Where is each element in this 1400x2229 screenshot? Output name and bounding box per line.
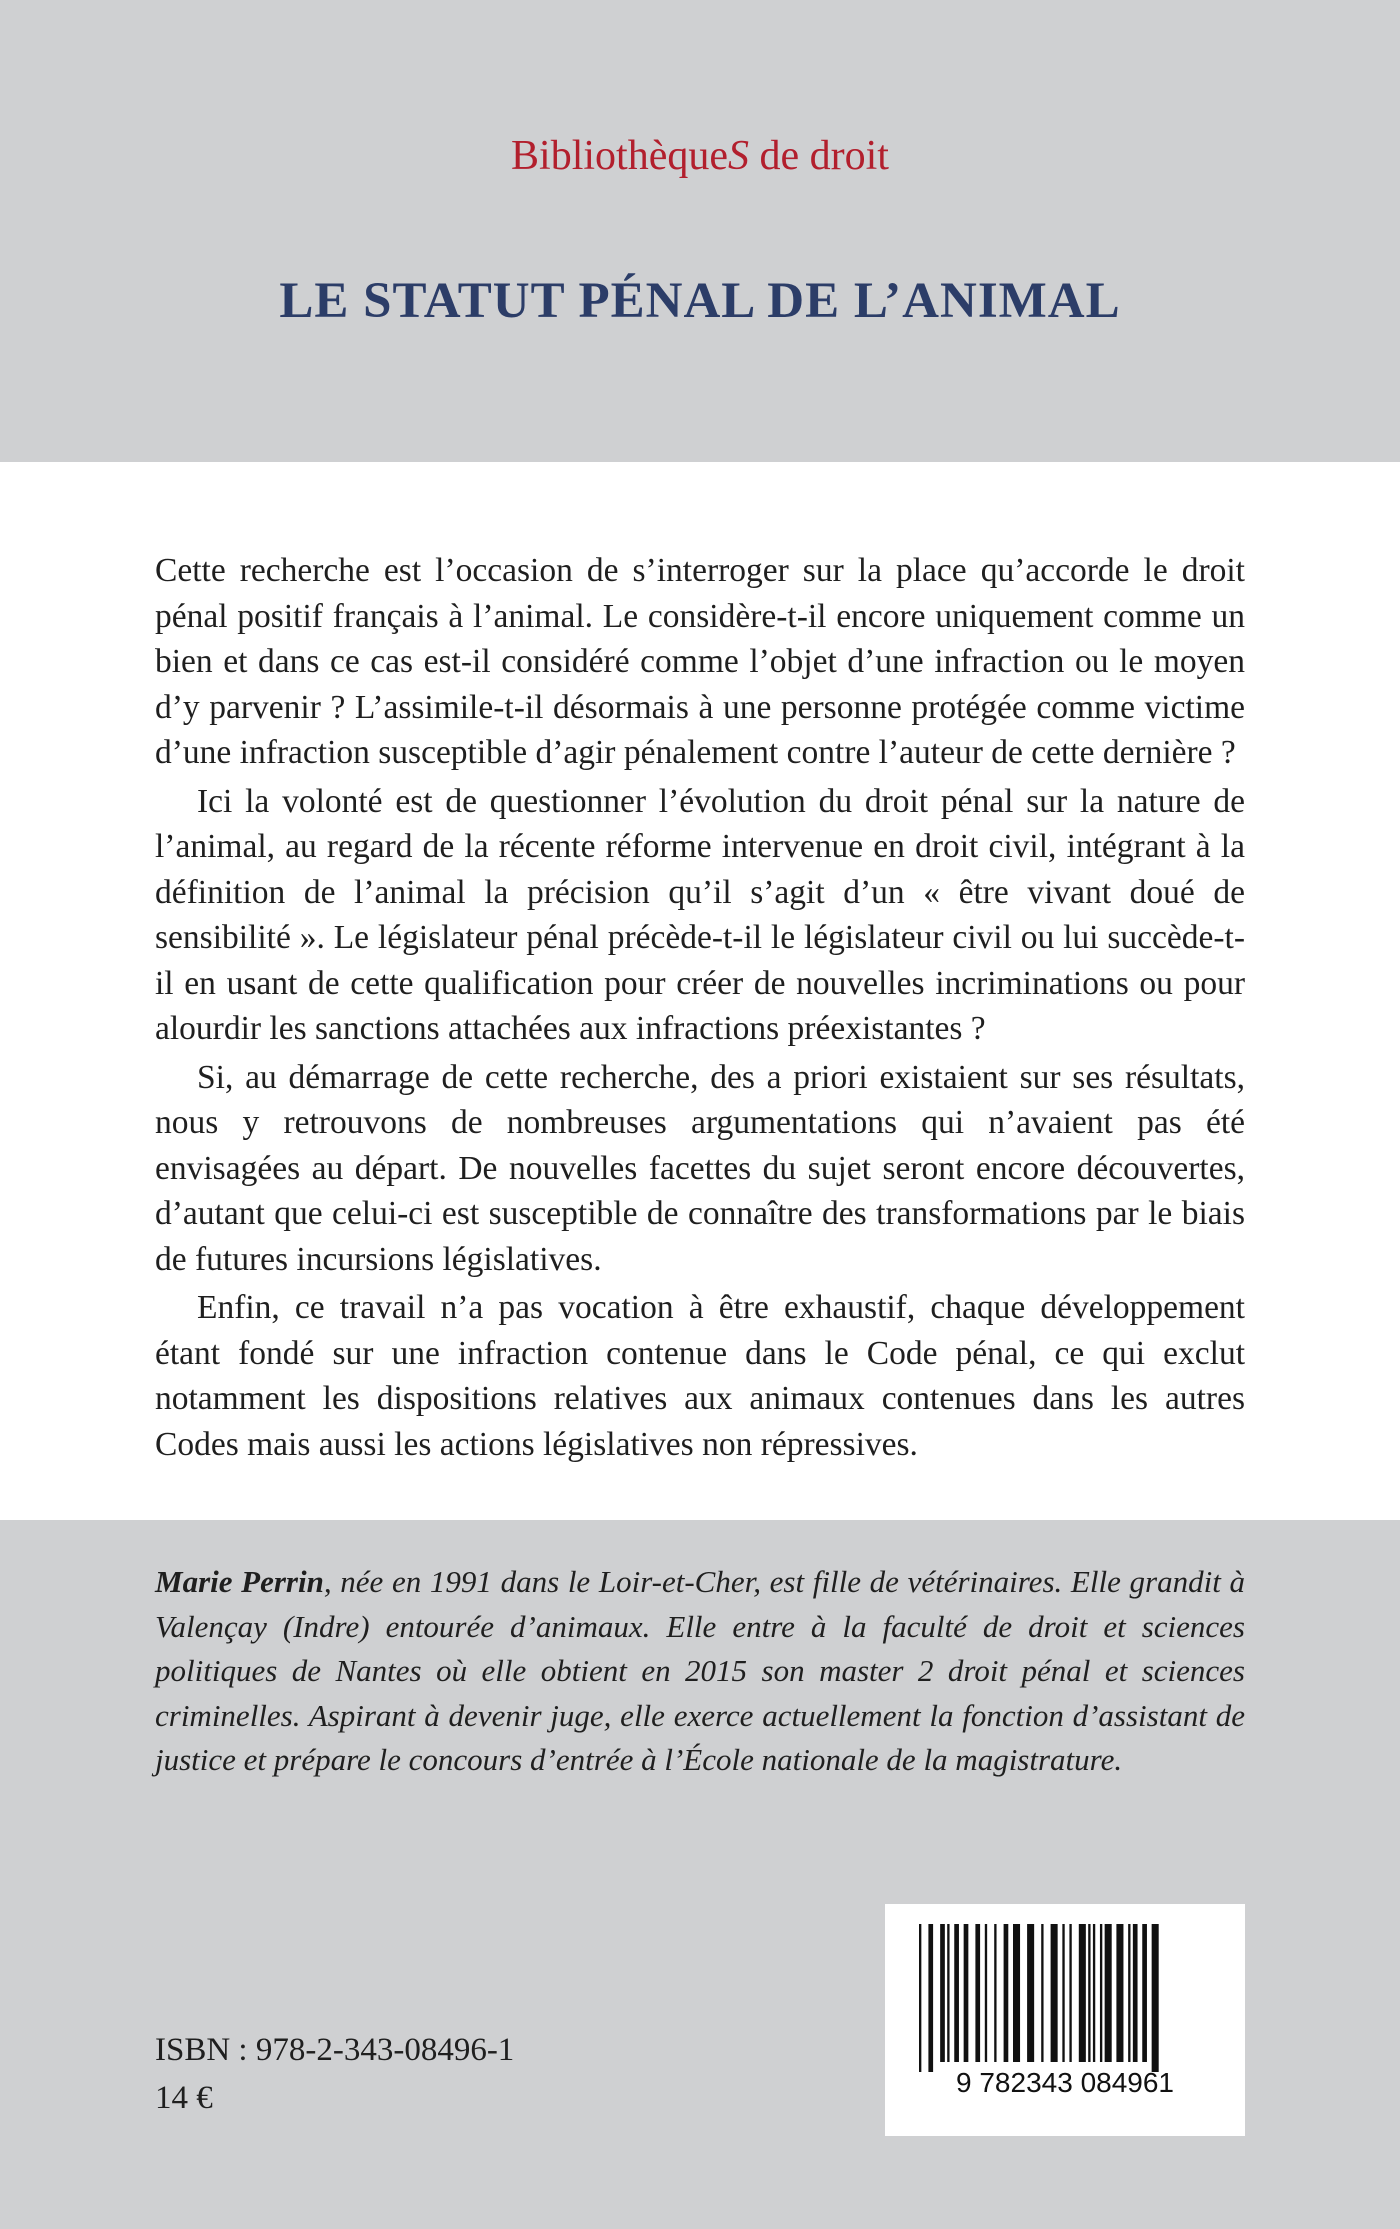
series-name [0,132,1400,180]
barcode-bar [985,1924,987,2062]
barcode-bar [994,1924,996,2062]
barcode-bar [1079,1924,1086,2062]
summary-paragraph: Ici la volonté est de questionner l’évolution du droit pénal sur la nature de l’animal, au regard de la récente réforme intervenue en droit civil, intégrant à la définition de l’animal la précision qu’il s’agit d’un « être vivant doué de sensibilité ». Le législateur pénal précède-t-il le législateur civil ou lui succède-t-il en usant de cette qualification pour créer de nouvelles incriminations ou pour alourdir les sanctions attachées aux infractions préexistantes ? [155,782,1245,1047]
barcode-bar [1152,1924,1159,2072]
barcode-bar [928,1924,933,2072]
top-band [0,0,1400,462]
summary-paragraph: Cette recherche est l’occasion de s’interroger sur la place qu’accorde le droit pénal positif français à l’animal. Le considère-t-il encore uniquement comme un bien et dans ce cas est-il considéré comme l’objet d’une infraction ou le moyen d’y parvenir ? L’assimile-t-il désormais à une personne protégée comme victime d’une infraction susceptible d’agir pénalement contre l’auteur de cette dernière ? [155,552,1245,771]
author-bio [155,1560,1245,1783]
barcode-bar [1100,1924,1102,2062]
series-s: S [728,133,749,179]
barcode-bar [1069,1924,1071,2062]
barcode-bar [1142,1924,1147,2062]
barcode-bar [1116,1924,1123,2062]
series-prefix: Bibliothèque [511,133,728,179]
summary-text [155,548,1245,1470]
barcode-bar [1133,1924,1138,2062]
barcode-bar [1088,1924,1090,2062]
price: 14 € [155,2080,213,2116]
barcode-bar [1027,1924,1034,2062]
barcode-bar [1041,1924,1043,2062]
barcode-bar [1105,1924,1112,2062]
barcode-digits: 9 782343 084961 [956,2067,1174,2098]
barcode-bar [1093,1924,1095,2062]
book-title: LE STATUT PÉNAL DE L’ANIMAL [279,273,1121,329]
barcode-bar [919,1924,921,2072]
barcode-bar [940,1924,945,2062]
barcode-bar [1051,1924,1058,2062]
barcode-bar [947,1924,949,2062]
barcode-graphic [885,1904,1245,2136]
summary-paragraph: Si, au démarrage de cette recherche, des a priori existaient sur ses résultats, nous y retrouvons de nombreuses argumentations qui n’avaient pas été envisagées au départ. De nouvelles facettes du sujet seront encore découvertes, d’autant que celui-ci est susceptible de connaître des transformations par le biais de futures incursions législatives. [155,1058,1245,1278]
summary-paragraph: Enfin, ce travail n’a pas vocation à être exhaustif, chaque développement étant fondé sur une infraction contenue dans le Code pénal, ce qui exclut notamment les dispositions relatives aux animaux contenues dans les autres Codes mais aussi les actions législatives non répressives. [155,1289,1245,1463]
barcode-bar [954,1924,959,2062]
series-suffix: de droit [749,133,889,179]
author-bio-text: , née en 1991 dans le Loir-et-Cher, est fille de vétérinaires. Elle grandit à Valençay (Indre) entourée d’animaux. Elle entre à la faculté de droit et sciences politiques de Nantes où elle obtient en 2015 son master 2 droit pénal et sciences criminelles. Aspirant à devenir juge, elle exerce actuellement la fonction d’assistant de justice et prépare le concours d’entrée à l’École nationale de la magistrature. [155,1564,1245,1777]
barcode [885,1904,1245,2136]
author-name: Marie Perrin [155,1564,324,1599]
barcode-bar [1004,1924,1009,2062]
barcode-bar [964,1924,969,2062]
isbn: ISBN : 978-2-343-08496-1 [155,2032,515,2068]
barcode-bar [1013,1924,1020,2062]
barcode-bar [1128,1924,1130,2062]
barcode-bar [1062,1924,1064,2062]
barcode-bar [975,1924,980,2062]
